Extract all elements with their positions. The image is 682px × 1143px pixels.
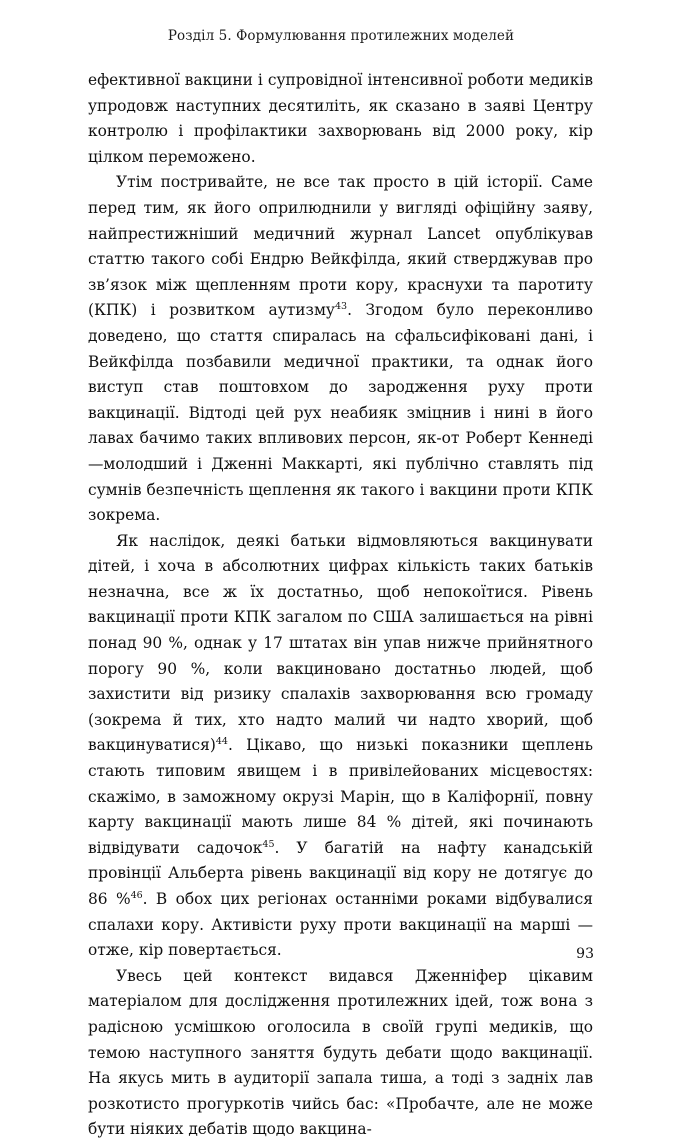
running-head: Розділ 5. Формулювання протилежних моделей [167,28,515,44]
footnote-marker-43: 43 [334,301,348,313]
footnote-marker-45: 45 [262,838,275,850]
paragraph-2 [88,170,593,528]
paragraph-3-part-4: . В обох цих регіонах останніми роками відбувалися спалахи кору. Активісти руху проти вакцинації на марші — отже, кір повертається. [88,890,594,960]
paragraph-4: Увесь цей контекст видався Дженніфер цікавим матеріалом для дослідження протилежних ідей, тож вона з радісною усмішкою оголосила в своїй групі медиків, що темою наступного заняття будуть дебати щодо вакцинації. На якусь мить в аудиторії запала тиша, а тоді з задніх лав розкотисто прогуркотів чийсь бас: «Пробачте, але не може бути ніяких дебатів щодо вакцина- [88,966,593,1139]
paragraph-2-part-2: . Згодом було переконливо доведено, що стаття спиралась на сфальсифіковані дані, і Вейкфілда позбавили медичної практики, та однак його виступ став поштовхом до зародження руху проти вакцинації. Відтоді цей рух неабияк зміцнив і нині в його лавах бачимо таких впливових персон, як-от Роберт Кеннеді—молодший і Дженні Маккарті, які публічно ставлять під сумнів безпечність щеплення як такого і вакцини проти КПК зокрема. [88,301,593,525]
footnote-marker-44: 44 [215,736,228,748]
paragraph-3-part-2: . Цікаво, що низькі показники щеплень стають типовим явищем і в привілейованих місцевостях: скажімо, в заможному окрузі Марін, що в Каліфорнії, повну карту вакцинації мають лише 84 % дітей, які починають відвідувати садочок [88,736,593,857]
footnote-marker-46: 46 [130,889,143,901]
paragraph-1: ефективної вакцини і супровідної інтенсивної роботи медиків упродовж наступних десятиліть, як сказано в заяві Центру контролю і профілактики захворювань від 2000 року, кір цілком переможено. [88,71,593,166]
paragraph-3-part-3: . У багатій на нафту канадській провінції Альберта рівень вакцинації від кору не дотягує до 86 % [88,838,593,908]
paragraph-2-part-1: Утім постривайте, не все так просто в цій історії. Саме перед тим, як його оприлюднили у вигляді офіційну заяву, найпрестижніший медичний журнал Lancet опублікував статтю такого собі Ендрю Вейкфілда, який стверджував про зв’язок між щепленням проти кору, краснухи та паротиту (КПК) і розвитком аутизму [88,173,593,320]
paragraph-3 [88,529,593,964]
paragraph-3-part-1: Як наслідок, деякі батьки відмовляються вакцинувати дітей, і хоча в абсолютних цифрах кількість таких батьків незначна, все ж їх достатньо, щоб непокоїтися. Рівень вакцинації проти КПК загалом по США залишається на рівні понад 90 %, однак у 17 штатах він упав нижче прийнятного порогу 90 %, коли вакциновано достатньо людей, щоб захистити від ризику спалахів захворювання всю громаду (зокрема й тих, хто надто малий чи надто хворий, щоб вакцинуватися) [88,531,593,755]
body-text-column [88,68,593,1143]
page-number: 93 [576,946,594,962]
